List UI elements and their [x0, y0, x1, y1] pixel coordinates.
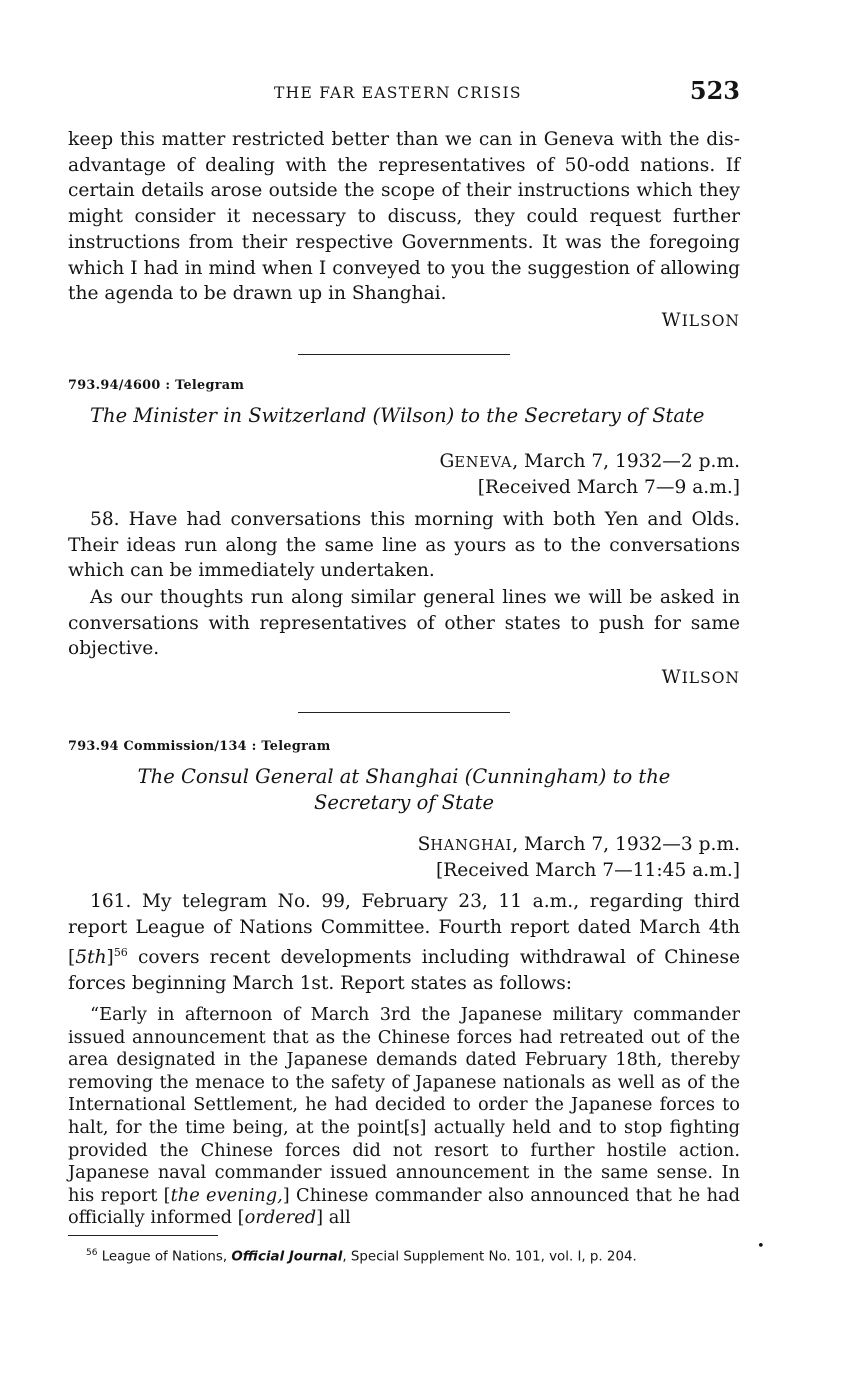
- para-italic: 5th: [75, 947, 107, 969]
- place-initial: G: [439, 451, 455, 472]
- quote-text-start: “Early in afternoon of March 3rd the Japanese military commander issued announcement that as the Chinese forces had retreated out of the area designated in the Japanese demands dated February 18th, thereby removing the menace to the safety of Japanese nationals as well as of the International Settlement, he had decided to order the Japanese forces to halt, for the time being, at the point[s] actually held and to stop fighting provided the Chinese forces did not resort to further hostile action. Japanese naval commander issued announcement in the same sense. In his report [: [68, 1004, 740, 1206]
- telegram-paragraph-1: 58. Have had conversations this morning with both Yen and Olds. Their ideas run along the same line as yours as to the conversations which can be immediately undertaken.: [68, 509, 740, 582]
- dateline-1: [340, 449, 740, 477]
- document-heading-2: [68, 764, 740, 816]
- signature-initial: W: [661, 310, 682, 331]
- margin-bullet: •: [757, 1239, 765, 1254]
- para-text-end: covers recent developments including withdrawal of Chinese forces beginning March 1st. Report states as follows:: [68, 947, 740, 995]
- section-divider-2: [298, 712, 510, 713]
- footnote-journal: Official Journal: [231, 1249, 343, 1265]
- place-rest: HANGHAI: [430, 838, 513, 854]
- page-header: [68, 78, 740, 112]
- footnote-marker: 56: [86, 1248, 98, 1258]
- file-number-1: 793.94/4600 : Telegram: [68, 378, 245, 393]
- footnote-reference: 56: [113, 946, 128, 960]
- page-number: 523: [689, 76, 740, 105]
- signature-wilson-1: [500, 310, 740, 331]
- date-text: , March 7, 1932—3 p.m.: [512, 834, 740, 855]
- quote-text-mid: ] Chinese commander also announced that he had officially informed [: [68, 1184, 740, 1229]
- footnote-text-end: , Special Supplement No. 101, vol. I, p. 204.: [342, 1249, 637, 1265]
- received-line-1: [Received March 7—9 a.m.]: [477, 477, 740, 498]
- signature-initial: W: [661, 667, 682, 688]
- document-heading-1: The Minister in Switzerland (Wilson) to the Secretary of State: [90, 404, 705, 427]
- signature-rest: ILSON: [681, 669, 740, 687]
- place-initial: S: [417, 834, 431, 855]
- received-line-2: [Received March 7—11:45 a.m.]: [436, 860, 740, 881]
- signature-rest: ILSON: [681, 312, 740, 330]
- para-bracket: ]: [106, 947, 114, 969]
- heading-line-1: The Consul General at Shanghai (Cunningham) to the: [137, 765, 671, 788]
- quote-italic-1: the evening,: [170, 1184, 283, 1206]
- quote-italic-2: ordered: [244, 1207, 317, 1229]
- dateline-2: [340, 832, 740, 860]
- footnote-text-start: League of Nations,: [97, 1249, 232, 1265]
- footnote: [86, 1248, 746, 1264]
- para-text-start: 161. My telegram No. 99, February 23, 11 a.m., regarding third report League of Nations Committee. Fourth report dated March 4th [: [68, 891, 740, 969]
- place-rest: ENEVA: [454, 455, 513, 471]
- continued-paragraph: keep this matter restricted better than we can in Geneva with the disadvantage of dealing with the representatives of 50-odd nations. If certain details arose outside the scope of their instructions which they might consider it necessary to discuss, they could request further instructions from their respective Governments. It was the foregoing which I had in mind when I conveyed to you the suggestion of allowing the agenda to be drawn up in Shanghai.: [68, 129, 740, 305]
- telegram-paragraph-2: As our thoughts run along similar general lines we will be asked in conversations with representatives of other states to push for same objective.: [68, 587, 740, 660]
- running-title: THE FAR EASTERN CRISIS: [274, 84, 522, 102]
- quoted-report: [68, 1004, 740, 1230]
- heading-line-2: Secretary of State: [313, 791, 495, 814]
- telegram-paragraph-3: [68, 889, 740, 997]
- section-divider-1: [298, 354, 510, 355]
- footnote-rule: [68, 1235, 218, 1236]
- quote-text-end: ] all: [316, 1207, 351, 1229]
- file-number-2: 793.94 Commission/134 : Telegram: [68, 739, 331, 754]
- signature-wilson-2: [500, 667, 740, 688]
- date-text: , March 7, 1932—2 p.m.: [512, 451, 740, 472]
